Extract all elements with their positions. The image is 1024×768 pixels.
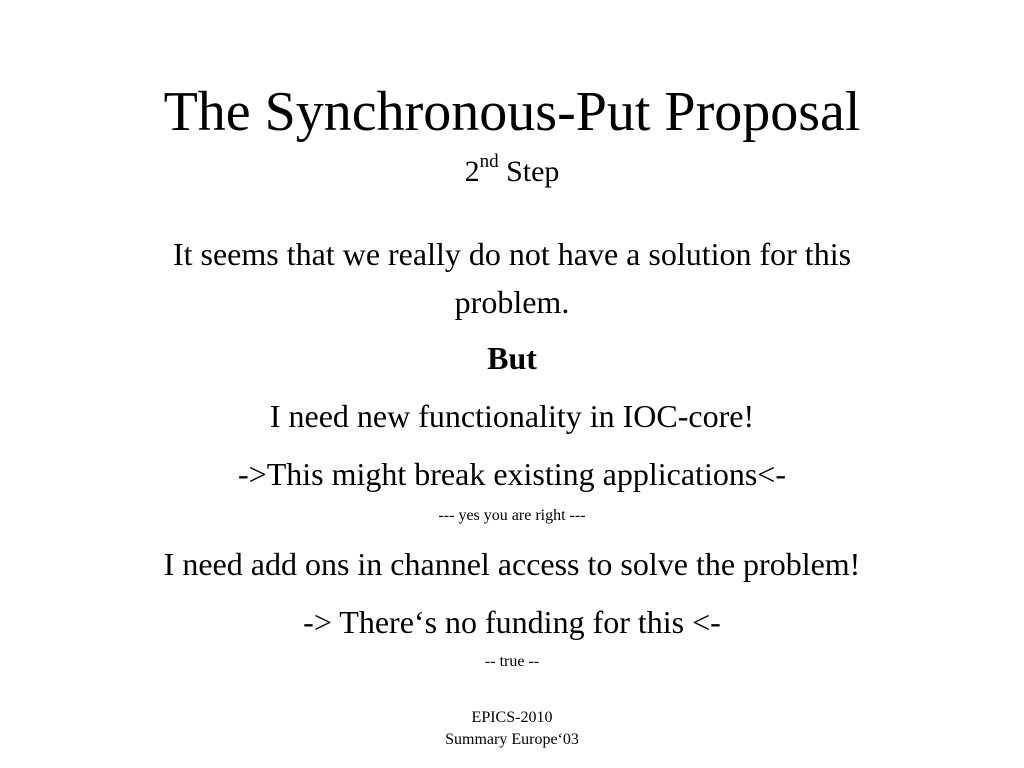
- body-line-2: problem.: [454, 284, 570, 320]
- subtitle-word: Step: [506, 155, 560, 188]
- slide-footer: [0, 707, 1024, 751]
- footer-line-1: EPICS-2010: [471, 709, 553, 726]
- body-line-6: -> There‘s no funding for this <-: [303, 604, 721, 640]
- subtitle-superscript: nd: [479, 151, 499, 172]
- body-line-5: I need add ons in channel access to solve the problem!: [163, 546, 861, 582]
- body-line-4: ->This might break existing applications<-: [238, 456, 786, 492]
- slide-subtitle: [0, 152, 1024, 192]
- body-but: But: [487, 340, 537, 376]
- subtitle-number: 2: [464, 155, 480, 188]
- body-line-1: It seems that we really do not have a solution for this: [172, 236, 852, 272]
- body-note-1: --- yes you are right ---: [438, 507, 586, 524]
- slide-title: The Synchronous-Put Proposal: [163, 81, 861, 143]
- body-note-2: -- true --: [484, 653, 540, 670]
- body-line-3: I need new functionality in IOC-core!: [269, 398, 755, 434]
- footer-line-2: Summary Europe‘03: [445, 731, 579, 748]
